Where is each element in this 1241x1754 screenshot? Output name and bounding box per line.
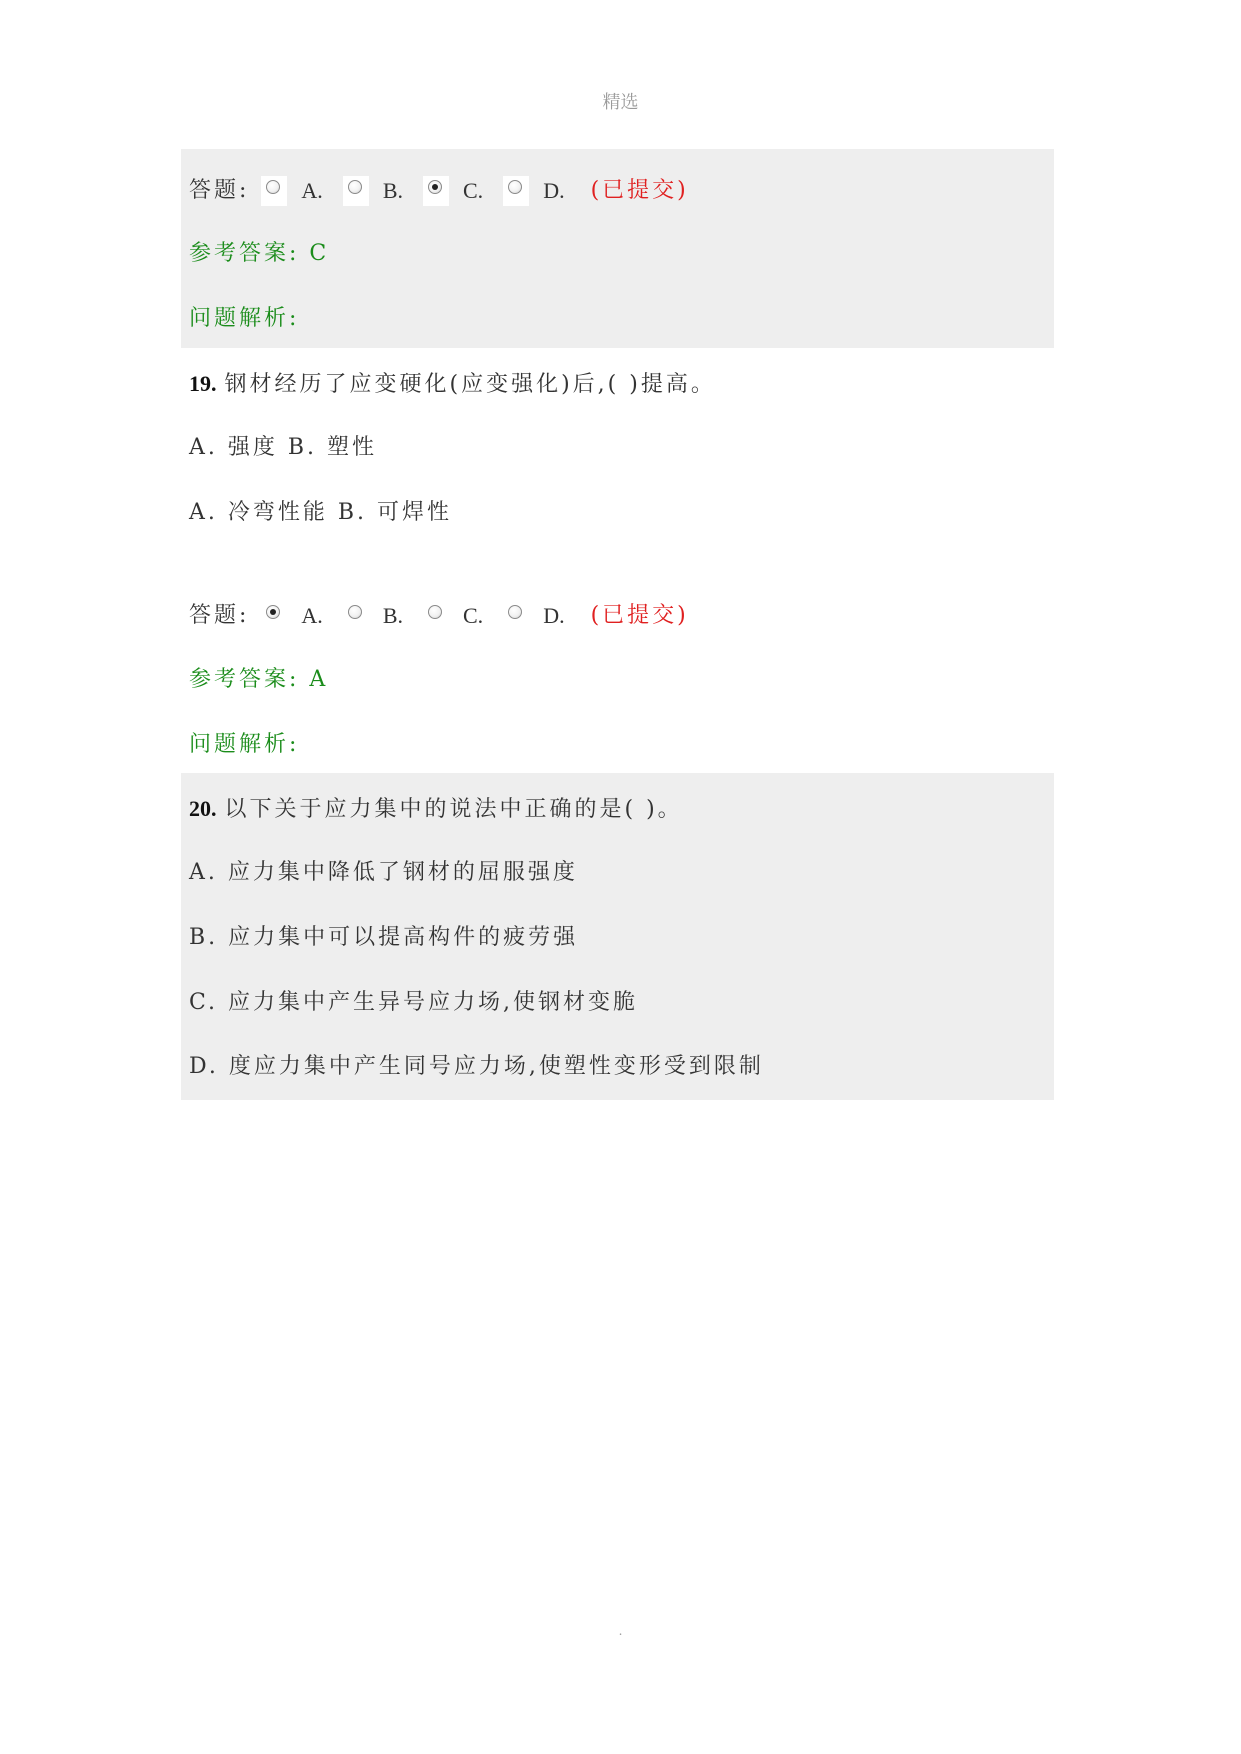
option-d: D. 度应力集中产生同号应力场,使塑性变形受到限制 bbox=[189, 1054, 764, 1079]
radio-checked-icon bbox=[266, 605, 280, 619]
radio-option-b[interactable] bbox=[343, 601, 369, 631]
question-number: 19. bbox=[189, 371, 217, 396]
option-a-label: A. bbox=[301, 178, 323, 203]
problem-analysis-label: 问题解析: bbox=[189, 306, 300, 331]
option-a-label: A. bbox=[301, 603, 323, 628]
option-line-1: A. 强度 B. 塑性 bbox=[189, 435, 378, 460]
radio-icon bbox=[508, 180, 522, 194]
submitted-status: (已提交) bbox=[590, 178, 689, 203]
option-line-2: A. 冷弯性能 B. 可焊性 bbox=[189, 500, 453, 525]
radio-icon bbox=[428, 605, 442, 619]
radio-icon bbox=[348, 180, 362, 194]
radio-icon bbox=[348, 605, 362, 619]
answer-label: 答题: bbox=[189, 178, 250, 203]
question-20-block bbox=[181, 773, 1054, 1100]
answer-label: 答题: bbox=[189, 603, 250, 628]
option-c: C. 应力集中产生异号应力场,使钢材变脆 bbox=[189, 990, 639, 1015]
option-d-label: D. bbox=[543, 178, 565, 203]
radio-option-b[interactable] bbox=[343, 176, 369, 206]
answer-row bbox=[189, 596, 689, 636]
option-c-label: C. bbox=[463, 178, 484, 203]
reference-answer: 参考答案: C bbox=[189, 241, 330, 266]
radio-option-a[interactable] bbox=[261, 601, 287, 631]
question-19-stem bbox=[189, 364, 716, 404]
footer-mark: . bbox=[618, 1624, 623, 1638]
submitted-status: (已提交) bbox=[590, 603, 689, 628]
question-18-answer-block bbox=[181, 149, 1054, 348]
radio-option-c[interactable] bbox=[423, 601, 449, 631]
option-c-label: C. bbox=[463, 603, 484, 628]
problem-analysis-label: 问题解析: bbox=[189, 732, 300, 757]
option-b: B. 应力集中可以提高构件的疲劳强 bbox=[189, 925, 579, 950]
option-b-label: B. bbox=[382, 178, 403, 203]
radio-option-c[interactable] bbox=[423, 176, 449, 206]
question-number: 20. bbox=[189, 796, 217, 821]
reference-answer: 参考答案: A bbox=[189, 667, 329, 692]
radio-option-d[interactable] bbox=[503, 601, 529, 631]
option-b-label: B. bbox=[382, 603, 403, 628]
question-text: 钢材经历了应变硬化(应变强化)后,( )提高。 bbox=[224, 372, 716, 397]
question-text: 以下关于应力集中的说法中正确的是( )。 bbox=[224, 797, 683, 822]
option-a: A. 应力集中降低了钢材的屈服强度 bbox=[189, 860, 578, 885]
page-header-title: 精选 bbox=[602, 92, 639, 113]
question-20-stem bbox=[189, 789, 683, 829]
radio-icon bbox=[508, 605, 522, 619]
question-19-block bbox=[181, 348, 1054, 773]
option-d-label: D. bbox=[543, 603, 565, 628]
radio-option-d[interactable] bbox=[503, 176, 529, 206]
radio-checked-icon bbox=[428, 180, 442, 194]
radio-option-a[interactable] bbox=[261, 176, 287, 206]
answer-row bbox=[189, 171, 689, 211]
radio-icon bbox=[266, 180, 280, 194]
